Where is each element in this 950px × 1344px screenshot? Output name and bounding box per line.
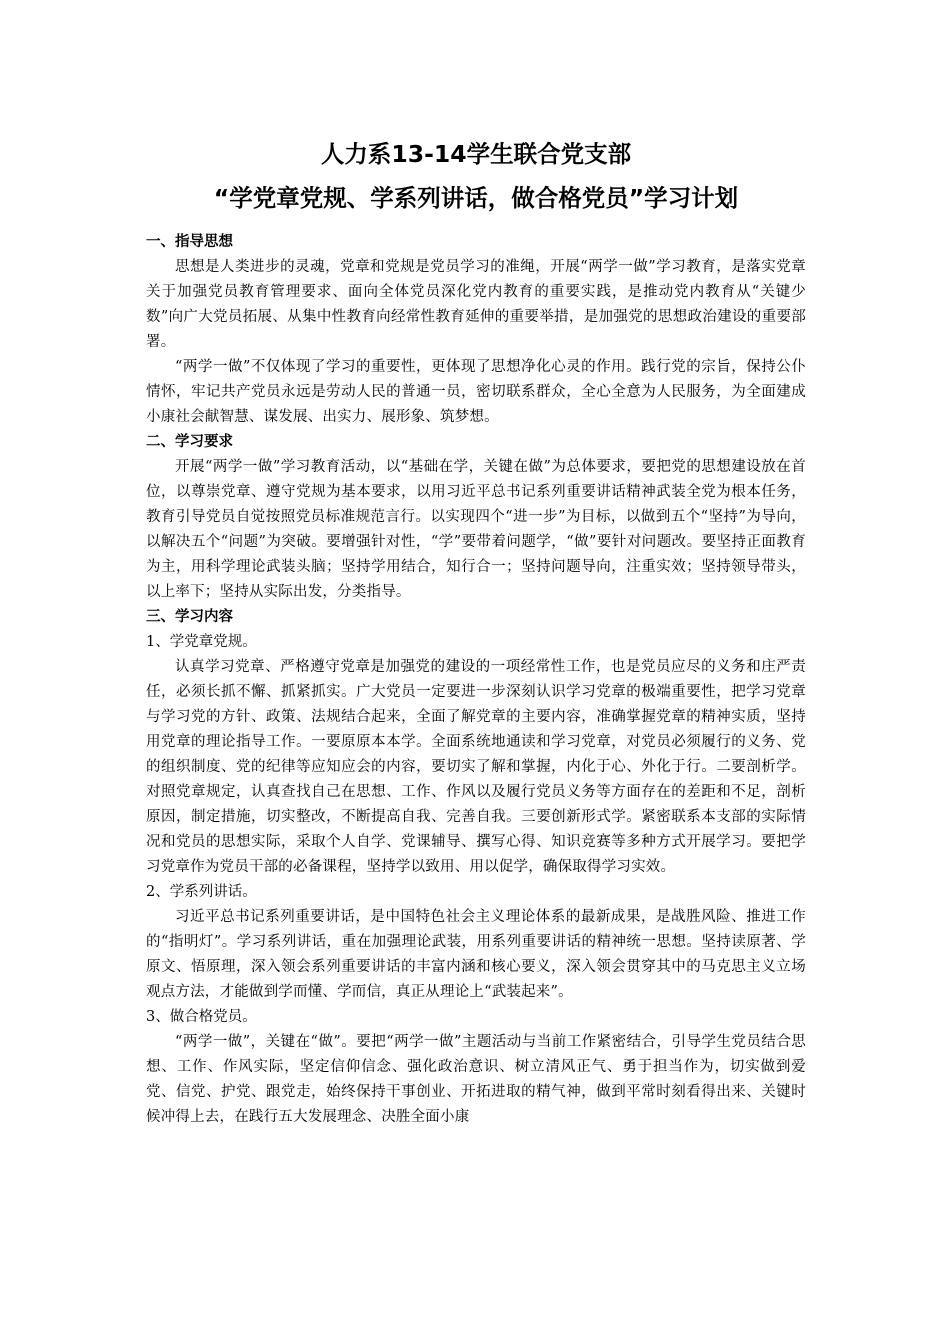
section-heading: 二、学习要求 <box>146 434 233 450</box>
section-heading: 一、指导思想 <box>146 234 233 250</box>
subsection-label: 1、学党章党规。 <box>146 634 257 650</box>
section-study-content <box>146 605 806 1130</box>
paragraph: 习近平总书记系列重要讲话，是中国特色社会主义理论体系的最新成果，是战胜风险、推进工作的“指明灯”。学习系列讲话，重在加强理论武装，用系列重要讲话的精神统一思想。坚持读原著、学原文、悟原理，深入领会系列重要讲话的丰富内涵和核心要义，深入领会贯穿其中的马克思主义立场观点方法，才能做到学而懂、学而信，真正从理论上“武装起来”。 <box>146 909 806 1000</box>
document-title-line2: “学党章党规、学系列讲话，做合格党员”学习计划 <box>213 184 739 212</box>
paragraph: 思想是人类进步的灵魂，党章和党规是党员学习的准绳，开展“两学一做”学习教育，是落实党章关于加强党员教育管理要求、面向全体党员深化党内教育的重要实践，是推动党内教育从“关键少数”向广大党员拓展、从集中性教育向经常性教育延伸的重要举措，是加强党的思想政治建设的重要部署。 <box>146 259 806 350</box>
subsection-label: 3、做合格党员。 <box>146 1009 257 1025</box>
document-page <box>146 136 806 1130</box>
section-study-requirements <box>146 430 806 605</box>
section-heading: 三、学习内容 <box>146 609 233 625</box>
section-guiding-thought <box>146 230 806 430</box>
document-title-line1: 人力系13-14学生联合党支部 <box>320 140 632 168</box>
paragraph: “两学一做”不仅体现了学习的重要性，更体现了思想净化心灵的作用。践行党的宗旨，保持公仆情怀，牢记共产党员永远是劳动人民的普通一员，密切联系群众，全心全意为人民服务，为全面建成小康社会献智慧、谋发展、出实力、展形象、筑梦想。 <box>146 359 806 425</box>
subsection-label: 2、学系列讲话。 <box>146 884 257 900</box>
paragraph: 开展“两学一做”学习教育活动，以“基础在学，关键在做”为总体要求，要把党的思想建设放在首位，以尊崇党章、遵守党规为基本要求，以用习近平总书记系列重要讲话精神武装全党为根本任务，教育引导党员自觉按照党员标准规范言行。以实现四个“进一步”为目标，以做到五个“坚持”为导向，以解决五个“问题”为突破。要增强针对性，“学”要带着问题学，“做”要针对问题改。要坚持正面教育为主，用科学理论武装头脑；坚持学用结合，知行合一；坚持问题导向，注重实效；坚持领导带头，以上率下；坚持从实际出发，分类指导。 <box>146 459 806 600</box>
paragraph: 认真学习党章、严格遵守党章是加强党的建设的一项经常性工作，也是党员应尽的义务和庄严责任，必须长抓不懈、抓紧抓实。广大党员一定要进一步深刻认识学习党章的极端重要性，把学习党章与学习党的方针、政策、法规结合起来，全面了解党章的主要内容，准确掌握党章的精神实质，坚持用党章的理论指导工作。一要原原本本学。全面系统地通读和学习党章，对党员必须履行的义务、党的组织制度、党的纪律等应知应会的内容，要切实了解和掌握，内化于心、外化于行。二要剖析学。对照党章规定，认真查找自己在思想、工作、作风以及履行党员义务等方面存在的差距和不足，剖析原因，制定措施，切实整改，不断提高自我、完善自我。三要创新形式学。紧密联系本支部的实际情况和党员的思想实际，采取个人自学、党课辅导、撰写心得、知识竞赛等多种方式开展学习。要把学习党章作为党员干部的必备课程，坚持学以致用、用以促学，确保取得学习实效。 <box>146 659 806 875</box>
paragraph: “两学一做”，关键在“做”。要把“两学一做”主题活动与当前工作紧密结合，引导学生党员结合思想、工作、作风实际，坚定信仰信念、强化政治意识、树立清风正气、勇于担当作为，切实做到爱党、信党、护党、跟党走，始终保持干事创业、开拓进取的精气神，做到平常时刻看得出来、关键时候冲得上去，在践行五大发展理念、决胜全面小康 <box>146 1034 806 1125</box>
